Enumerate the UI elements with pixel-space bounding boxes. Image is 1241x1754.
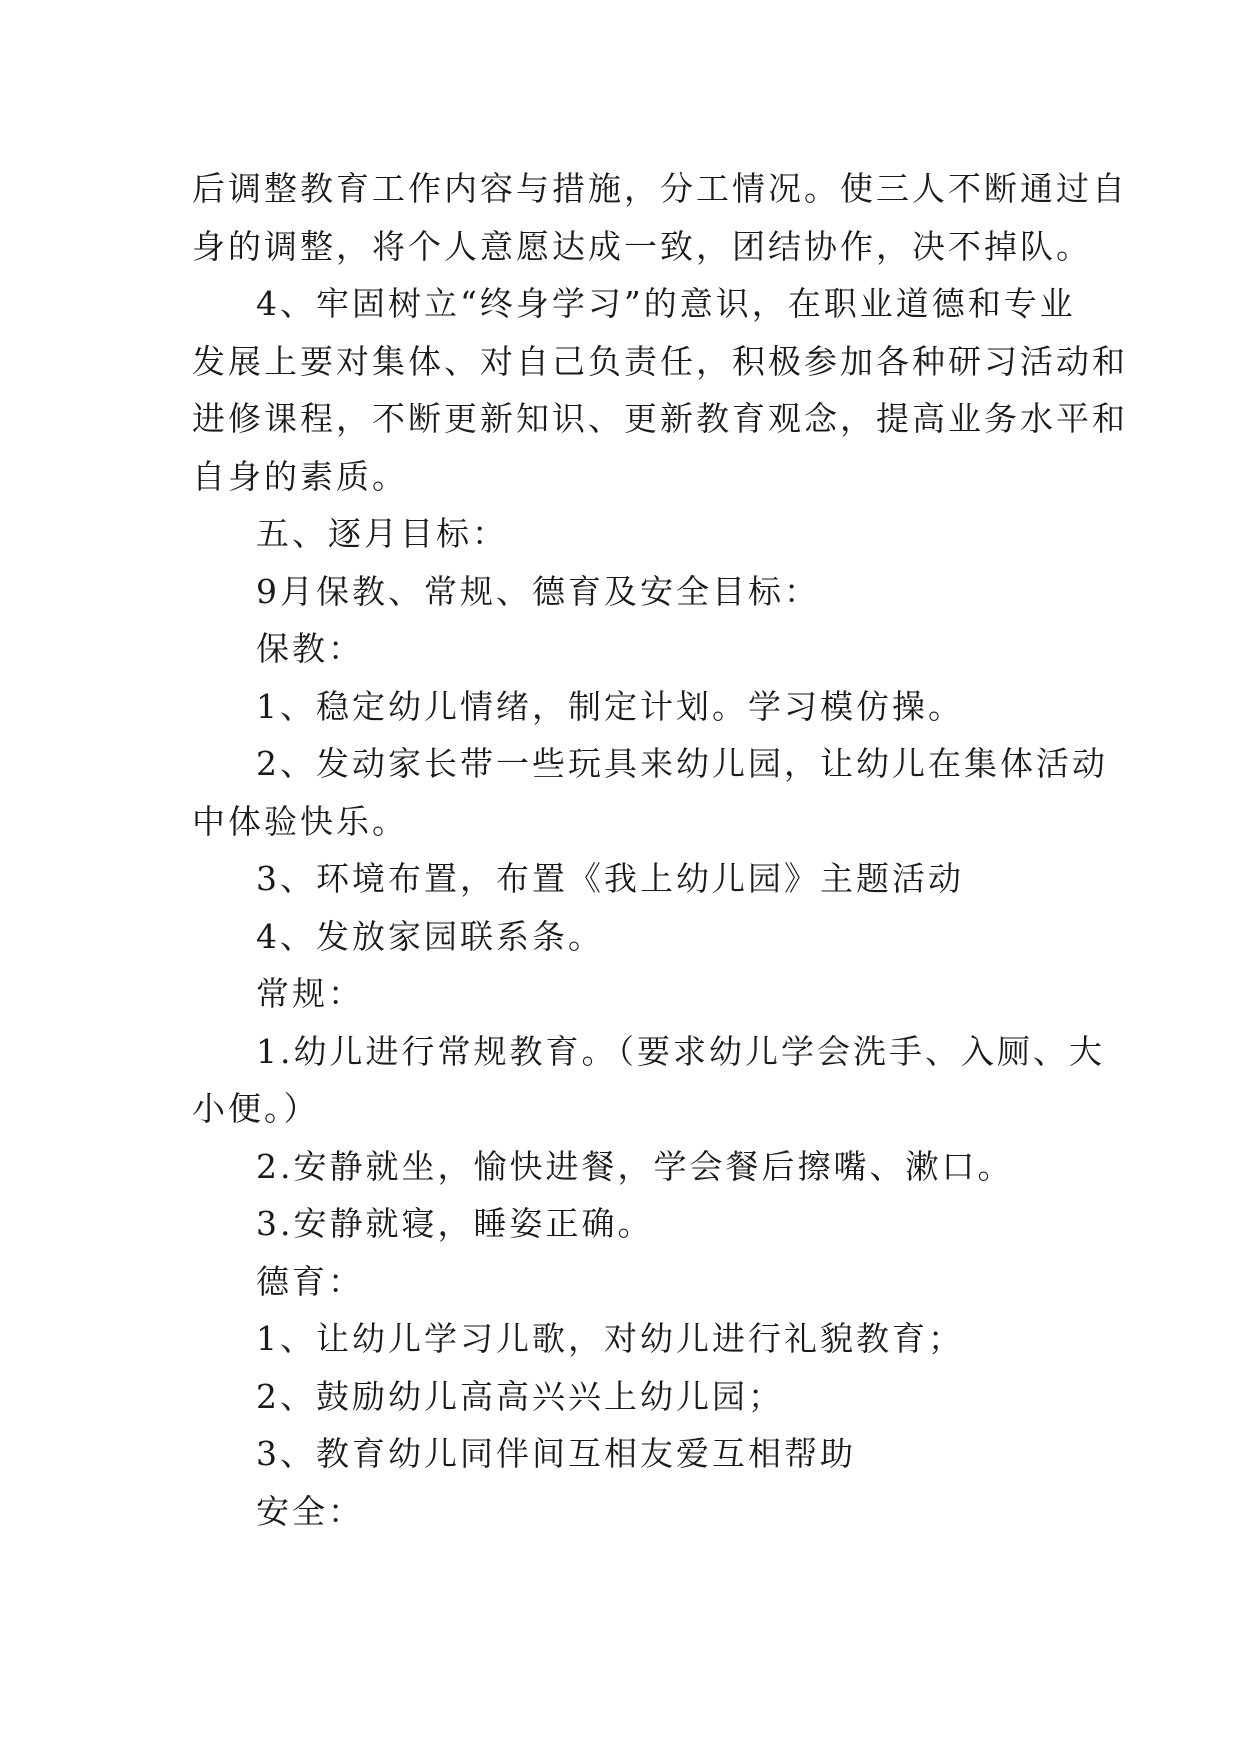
- text-line: 小便。）: [192, 1089, 320, 1128]
- text-line: 1.幼儿进行常规教育。（要求幼儿学会洗手、入厕、大: [256, 1031, 1105, 1071]
- text-line: 1、让幼儿学习儿歌，对幼儿进行礼貌教育；: [256, 1319, 964, 1358]
- text-line: 安全：: [256, 1491, 364, 1531]
- text-line: 3、教育幼儿同伴间互相友爱互相帮助: [256, 1434, 856, 1473]
- text-line: 2、鼓励幼儿高高兴兴上幼儿园；: [256, 1376, 784, 1416]
- text-line: 3、环境布置，布置《我上幼儿园》主题活动: [256, 859, 964, 898]
- text-line: 身的调整，将个人意愿达成一致，团结协作，决不掉队。: [192, 226, 1092, 266]
- text-line: 德育：: [256, 1261, 364, 1301]
- text-line: 发展上要对集体、对自己负责任，积极参加各种研习活动和: [192, 341, 1128, 381]
- text-line: 自身的素质。: [192, 456, 408, 496]
- text-line: 4、牢固树立“终身学习”的意识，在职业道德和专业: [256, 284, 1076, 323]
- text-line: 常规：: [256, 974, 364, 1013]
- text-line: 2、发动家长带一些玩具来幼儿园，让幼儿在集体活动: [256, 744, 1108, 783]
- text-line: 1、稳定幼儿情绪，制定计划。学习模仿操。: [256, 686, 964, 726]
- text-line: 五、逐月目标：: [256, 514, 508, 553]
- text-line: 2.安静就坐，愉快进餐，学会餐后擦嘴、漱口。: [256, 1146, 1014, 1186]
- text-line: 保教：: [256, 629, 364, 668]
- document-body: [192, 160, 1128, 1540]
- text-line: 中体验快乐。: [192, 801, 408, 841]
- text-line: 进修课程，不断更新知识、更新教育观念，提高业务水平和: [192, 399, 1128, 438]
- text-line: 9月保教、常规、德育及安全目标：: [256, 571, 820, 611]
- text-line: 3.安静就寝，睡姿正确。: [256, 1204, 654, 1243]
- text-line: 后调整教育工作内容与措施，分工情况。使三人不断通过自: [192, 169, 1128, 208]
- text-line: 4、发放家园联系条。: [256, 916, 604, 956]
